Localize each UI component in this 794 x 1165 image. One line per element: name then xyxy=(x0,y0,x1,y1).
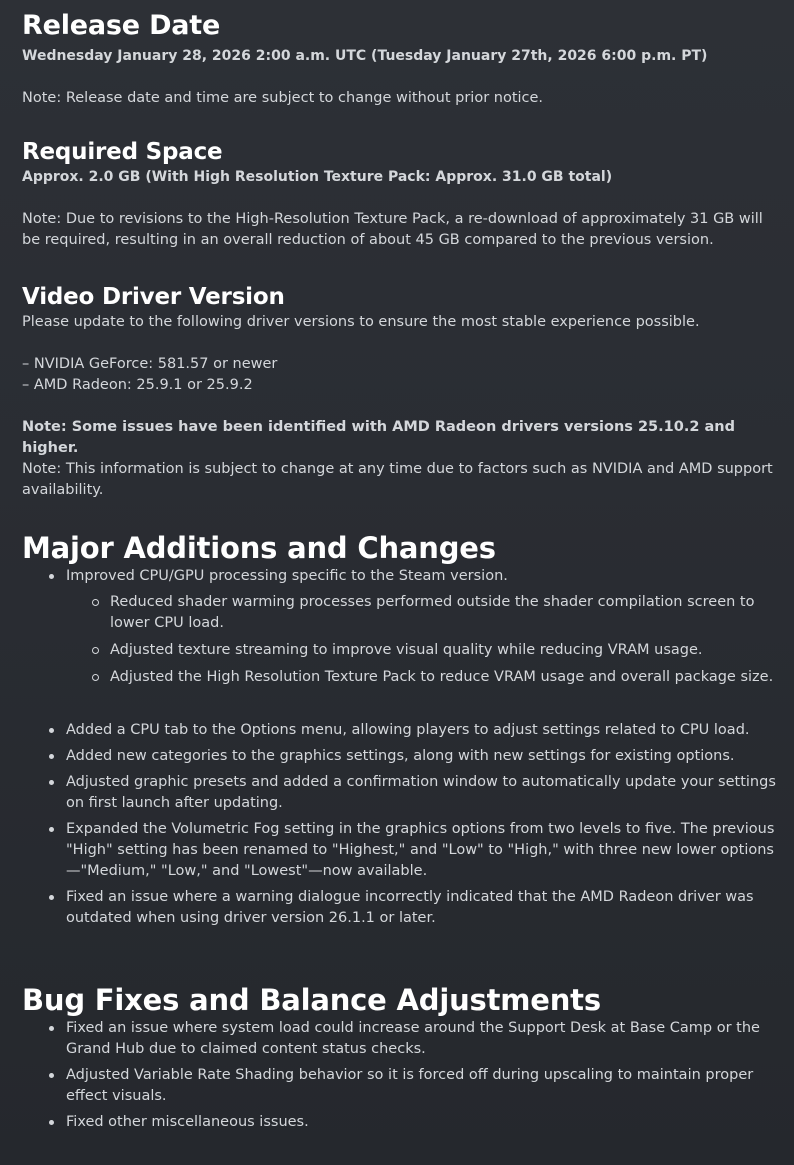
driver-note: Note: This information is subject to change at any time due to factors such as NVIDIA and AMD support availability. xyxy=(22,461,773,498)
list-item: Fixed an issue where system load could increase around the Support Desk at Base Camp or the Grand Hub due to claimed content status checks. xyxy=(22,1018,776,1060)
major-changes-heading: Major Additions and Changes xyxy=(22,531,496,565)
release-date-heading: Release Date xyxy=(22,10,221,41)
list-item: Fixed other miscellaneous issues. xyxy=(22,1112,776,1133)
list-item: Adjusted Variable Rate Shading behavior so it is forced off during upscaling to maintain proper effect visuals. xyxy=(22,1065,776,1107)
driver-amd: – AMD Radeon: 25.9.1 or 25.9.2 xyxy=(22,377,253,393)
video-driver-heading: Video Driver Version xyxy=(22,284,285,310)
list-item: Adjusted graphic presets and added a confirmation window to automatically update your settings on first launch after updating. xyxy=(22,772,776,814)
list-item: Added new categories to the graphics settings, along with new settings for existing options. xyxy=(22,746,776,767)
release-date-line: Wednesday January 28, 2026 2:00 a.m. UTC (Tuesday January 27th, 2026 6:00 p.m. PT) xyxy=(22,48,708,64)
required-space-size: Approx. 2.0 GB (With High Resolution Texture Pack: Approx. 31.0 GB total) xyxy=(22,169,613,185)
sub-list-item: Reduced shader warming processes performed outside the shader compilation screen to lower CPU load. xyxy=(66,592,776,634)
major-changes-list xyxy=(22,566,776,688)
driver-nvidia: – NVIDIA GeForce: 581.57 or newer xyxy=(22,356,278,372)
list-item-text: Improved CPU/GPU processing specific to the Steam version. xyxy=(66,568,508,584)
required-space-note: Note: Due to revisions to the High-Resolution Texture Pack, a re-download of approximately 31 GB will be required, resulting in an overall reduction of about 45 GB compared to the previous version. xyxy=(22,211,763,248)
required-space-heading: Required Space xyxy=(22,139,223,165)
release-date-note: Note: Release date and time are subject to change without prior notice. xyxy=(22,90,544,106)
major-changes-list-2 xyxy=(22,720,776,929)
driver-note-bold: Note: Some issues have been identified with AMD Radeon drivers versions 25.10.2 and higher. xyxy=(22,419,735,456)
sub-list-item: Adjusted the High Resolution Texture Pack to reduce VRAM usage and overall package size. xyxy=(66,667,776,688)
list-item: Added a CPU tab to the Options menu, allowing players to adjust settings related to CPU load. xyxy=(22,720,776,741)
cpu-gpu-sublist xyxy=(66,592,776,688)
list-item xyxy=(22,566,776,688)
bug-fixes-heading: Bug Fixes and Balance Adjustments xyxy=(22,983,601,1017)
list-item: Expanded the Volumetric Fog setting in the graphics options from two levels to five. The previous "High" setting has been renamed to "Highest," and "Low" to "High," with three new lower options—"Medium," "Low," and "Lowest"—now available. xyxy=(22,819,776,882)
bug-fixes-list xyxy=(22,1018,776,1133)
sub-list-item: Adjusted texture streaming to improve visual quality while reducing VRAM usage. xyxy=(66,640,776,661)
video-driver-intro: Please update to the following driver versions to ensure the most stable experience possible. xyxy=(22,314,700,330)
list-item: Fixed an issue where a warning dialogue incorrectly indicated that the AMD Radeon driver was outdated when using driver version 26.1.1 or later. xyxy=(22,887,776,929)
